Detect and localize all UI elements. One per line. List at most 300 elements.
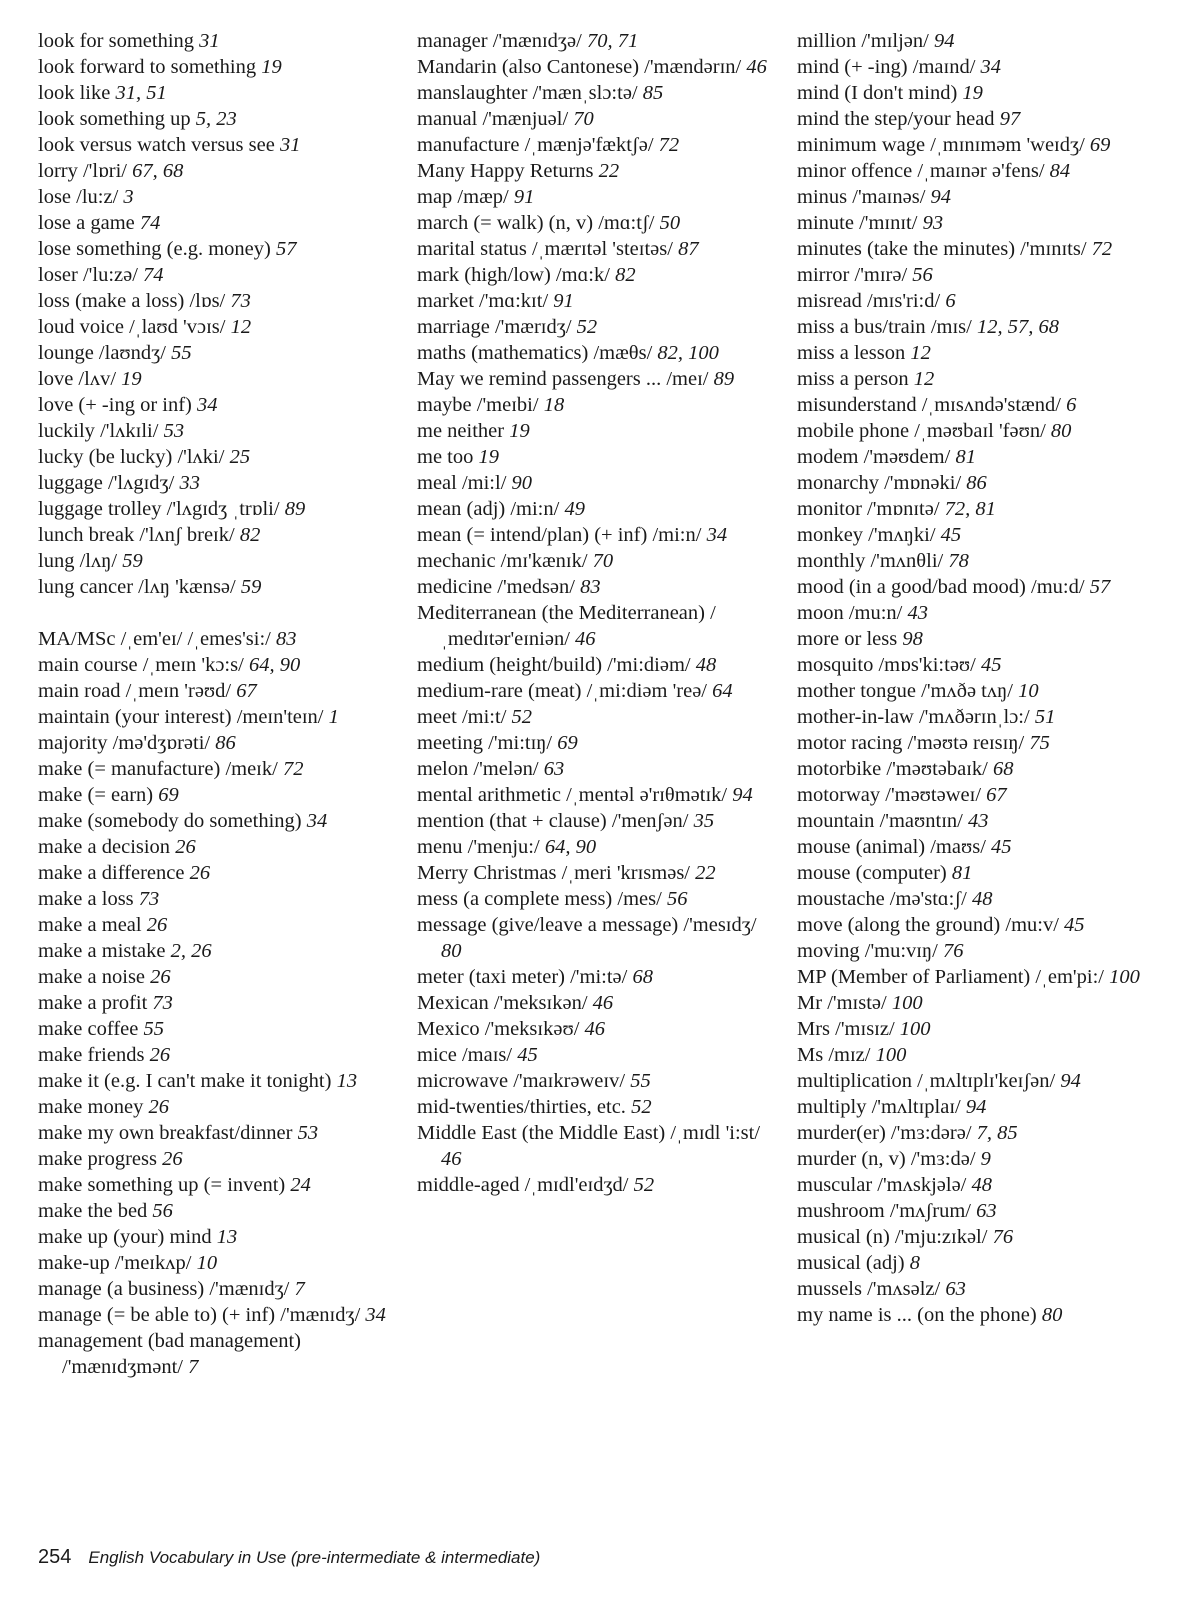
entry-page-refs: 83 bbox=[276, 628, 297, 650]
entry-page-refs: 9 bbox=[980, 1148, 991, 1170]
entry-pronunciation: /mi:t/ bbox=[461, 706, 507, 728]
index-entry bbox=[417, 678, 782, 704]
entry-term: mind (+ -ing) bbox=[797, 56, 908, 78]
index-entry bbox=[797, 496, 1192, 522]
index-entry bbox=[38, 912, 408, 938]
entry-pronunciation: /ˌmeri 'krɪsməs/ bbox=[561, 862, 691, 884]
entry-page-refs: 94 bbox=[930, 186, 952, 208]
index-entry bbox=[38, 132, 408, 158]
entry-term: mood (in a good/bad mood) bbox=[797, 576, 1026, 598]
entry-term: make a mistake bbox=[38, 940, 166, 962]
index-entry bbox=[797, 262, 1192, 288]
entry-page-refs: 72 bbox=[282, 758, 304, 780]
entry-term: look forward to something bbox=[38, 56, 257, 78]
entry-page-refs: 48 bbox=[971, 1174, 993, 1196]
index-entry bbox=[417, 834, 782, 860]
entry-term: minutes (take the minutes) bbox=[797, 238, 1016, 260]
entry-term: mirror bbox=[797, 264, 850, 286]
entry-pronunciation: /ˌmɪdl'eɪdʒd/ bbox=[524, 1174, 629, 1196]
entry-page-refs: 34 bbox=[306, 810, 328, 832]
index-entry bbox=[797, 1068, 1192, 1094]
entry-pronunciation: /mi:n/ bbox=[652, 524, 702, 546]
entry-term: make money bbox=[38, 1096, 144, 1118]
entry-pronunciation: /'lu:zə/ bbox=[82, 264, 138, 286]
entry-page-refs: 45 bbox=[940, 524, 962, 546]
entry-page-refs: 67, 68 bbox=[132, 160, 184, 182]
entry-page-refs: 73 bbox=[152, 992, 173, 1014]
entry-term: Mr bbox=[797, 992, 823, 1014]
index-entry bbox=[417, 418, 782, 444]
entry-page-refs: 45 bbox=[991, 836, 1012, 858]
entry-pronunciation: /'mʌsəlz/ bbox=[867, 1278, 941, 1300]
entry-page-refs: 33 bbox=[179, 472, 200, 494]
entry-pronunciation: /'meksɪkən/ bbox=[493, 992, 588, 1014]
entry-page-refs: 67 bbox=[986, 784, 1007, 806]
entry-page-refs: 7, 85 bbox=[976, 1122, 1018, 1144]
index-entry bbox=[417, 80, 782, 106]
index-entry bbox=[417, 1094, 782, 1120]
entry-term: monitor bbox=[797, 498, 862, 520]
entry-pronunciation: /'mænɪdʒə/ bbox=[492, 30, 582, 52]
entry-page-refs: 55 bbox=[171, 342, 192, 364]
entry-pronunciation: /mɪz/ bbox=[828, 1044, 871, 1066]
index-entry bbox=[417, 548, 782, 574]
entry-term: moustache bbox=[797, 888, 885, 910]
entry-term: make up (your) mind bbox=[38, 1226, 212, 1248]
index-entry bbox=[38, 184, 408, 210]
entry-page-refs: 31 bbox=[279, 134, 301, 156]
entry-pronunciation: /ˌmedɪtər'eɪniən/ bbox=[441, 602, 716, 650]
entry-term: look like bbox=[38, 82, 111, 104]
entry-page-refs: 87 bbox=[678, 238, 699, 260]
entry-page-refs: 72 bbox=[658, 134, 680, 156]
index-entry bbox=[417, 340, 782, 366]
entry-page-refs: 12 bbox=[913, 368, 935, 390]
entry-page-refs: 69 bbox=[557, 732, 578, 754]
entry-page-refs: 81 bbox=[955, 446, 976, 468]
entry-page-refs: 75 bbox=[1029, 732, 1050, 754]
entry-term: lose a game bbox=[38, 212, 135, 234]
index-entry bbox=[417, 184, 782, 210]
entry-term: miss a lesson bbox=[797, 342, 906, 364]
index-entry bbox=[38, 496, 408, 522]
entry-page-refs: 19 bbox=[478, 446, 499, 468]
entry-page-refs: 81 bbox=[951, 862, 973, 884]
entry-pronunciation: /maɪnd/ bbox=[912, 56, 976, 78]
entry-term: monarchy bbox=[797, 472, 879, 494]
index-entry bbox=[417, 288, 782, 314]
entry-page-refs: 89 bbox=[284, 498, 306, 520]
entry-term: murder (n, v) bbox=[797, 1148, 906, 1170]
entry-term: mean (adj) bbox=[417, 498, 506, 520]
entry-page-refs: 19 bbox=[962, 82, 983, 104]
entry-pronunciation: /ˌmaɪnər ə'fens/ bbox=[917, 160, 1045, 182]
entry-page-refs: 53 bbox=[163, 420, 185, 442]
entry-pronunciation: /'mɑ:kɪt/ bbox=[479, 290, 549, 312]
index-entry bbox=[797, 1276, 1192, 1302]
entry-pronunciation: /'mʌðə tʌŋ/ bbox=[921, 680, 1013, 702]
page-footer bbox=[38, 1546, 540, 1569]
index-entry bbox=[797, 548, 1192, 574]
entry-pronunciation: /'mi:diəm/ bbox=[607, 654, 691, 676]
entry-term: more or less bbox=[797, 628, 898, 650]
index-entry bbox=[797, 938, 1192, 964]
entry-term: manage (= be able to) (+ inf) bbox=[38, 1304, 276, 1326]
index-entry bbox=[38, 808, 408, 834]
index-entry bbox=[38, 652, 408, 678]
entry-page-refs: 100 bbox=[875, 1044, 907, 1066]
entry-term: motor racing bbox=[797, 732, 903, 754]
index-entry bbox=[797, 132, 1192, 158]
entry-page-refs: 89 bbox=[713, 368, 735, 390]
entry-page-refs: 34 bbox=[365, 1304, 386, 1326]
entry-page-refs: 68 bbox=[632, 966, 653, 988]
entry-term: melon bbox=[417, 758, 469, 780]
entry-term: middle-aged bbox=[417, 1174, 520, 1196]
index-entry bbox=[417, 964, 782, 990]
index-entry bbox=[797, 574, 1192, 600]
entry-page-refs: 69 bbox=[158, 784, 179, 806]
entry-term: lung bbox=[38, 550, 75, 572]
entry-pronunciation: /mɪ'kænɪk/ bbox=[500, 550, 588, 572]
entry-term: loud voice bbox=[38, 316, 124, 338]
entry-term: make a difference bbox=[38, 862, 185, 884]
entry-page-refs: 83 bbox=[580, 576, 601, 598]
entry-page-refs: 13 bbox=[216, 1226, 238, 1248]
entry-pronunciation: /'mju:zɪkəl/ bbox=[894, 1226, 988, 1248]
entry-page-refs: 53 bbox=[297, 1122, 319, 1144]
entry-term: modem bbox=[797, 446, 859, 468]
entry-pronunciation: /'menju:/ bbox=[467, 836, 540, 858]
entry-term: minimum wage bbox=[797, 134, 926, 156]
entry-pronunciation: /mi:n/ bbox=[510, 498, 560, 520]
entry-term: manage (a business) bbox=[38, 1278, 205, 1300]
entry-term: make (= earn) bbox=[38, 784, 154, 806]
entry-pronunciation: /laʊndʒ/ bbox=[98, 342, 166, 364]
entry-pronunciation: /meɪk/ bbox=[225, 758, 278, 780]
index-entry bbox=[417, 158, 782, 184]
entry-term: main course bbox=[38, 654, 138, 676]
entry-term: microwave bbox=[417, 1070, 509, 1092]
entry-pronunciation: /'mi:tə/ bbox=[570, 966, 628, 988]
index-entry bbox=[417, 730, 782, 756]
entry-page-refs: 57 bbox=[275, 238, 297, 260]
entry-page-refs: 1 bbox=[328, 706, 339, 728]
entry-term: me too bbox=[417, 446, 474, 468]
entry-pronunciation: /mæp/ bbox=[457, 186, 509, 208]
entry-pronunciation: /'mænjuəl/ bbox=[482, 108, 569, 130]
entry-page-refs: 94 bbox=[1060, 1070, 1081, 1092]
entry-pronunciation: /'məʊdem/ bbox=[863, 446, 951, 468]
entry-pronunciation: /'mɜ:də/ bbox=[910, 1148, 976, 1170]
entry-term: multiply bbox=[797, 1096, 867, 1118]
entry-page-refs: 64, 90 bbox=[248, 654, 301, 676]
entry-term: lose bbox=[38, 186, 72, 208]
entry-term: musical (adj) bbox=[797, 1252, 905, 1274]
index-entry bbox=[797, 106, 1192, 132]
index-entry bbox=[417, 392, 782, 418]
index-entry bbox=[417, 366, 782, 392]
entry-pronunciation: /'maɪnəs/ bbox=[852, 186, 926, 208]
entry-page-refs: 64 bbox=[712, 680, 733, 702]
entry-pronunciation: /'mɪnɪts/ bbox=[1020, 238, 1087, 260]
entry-pronunciation: /ˌmænjə'fæktʃə/ bbox=[524, 134, 654, 156]
index-entry bbox=[797, 964, 1192, 990]
index-entry bbox=[38, 262, 408, 288]
entry-pronunciation: /'lʌgɪdʒ ˌtrɒli/ bbox=[166, 498, 280, 520]
entry-page-refs: 57 bbox=[1089, 576, 1111, 598]
entry-page-refs: 52 bbox=[511, 706, 533, 728]
index-entry bbox=[38, 860, 408, 886]
entry-term: miss a person bbox=[797, 368, 909, 390]
entry-page-refs: 43 bbox=[967, 810, 989, 832]
index-entry bbox=[38, 470, 408, 496]
entry-pronunciation: /'mu:vɪŋ/ bbox=[864, 940, 938, 962]
entry-pronunciation: /'lɒri/ bbox=[82, 160, 128, 182]
entry-page-refs: 34 bbox=[980, 56, 1002, 78]
index-entry bbox=[797, 80, 1192, 106]
index-entry bbox=[38, 834, 408, 860]
index-entry bbox=[417, 1068, 782, 1094]
entry-term: me neither bbox=[417, 420, 505, 442]
entry-page-refs: 74 bbox=[143, 264, 164, 286]
entry-pronunciation: /'mænɪdʒmənt/ bbox=[62, 1356, 183, 1378]
entry-page-refs: 48 bbox=[695, 654, 717, 676]
entry-term: lounge bbox=[38, 342, 94, 364]
index-entry bbox=[797, 366, 1192, 392]
index-entry bbox=[38, 392, 408, 418]
index-entry bbox=[38, 1302, 408, 1328]
entry-term: mussels bbox=[797, 1278, 862, 1300]
index-entry bbox=[797, 1198, 1192, 1224]
entry-page-refs: 31 bbox=[199, 30, 220, 52]
entry-term: message (give/leave a message) bbox=[417, 914, 679, 936]
index-entry bbox=[38, 1198, 408, 1224]
entry-term: loser bbox=[38, 264, 78, 286]
entry-pronunciation: /'məʊtəweɪ/ bbox=[885, 784, 982, 806]
entry-page-refs: 25 bbox=[229, 446, 251, 468]
index-entry bbox=[38, 964, 408, 990]
index-entry bbox=[797, 782, 1192, 808]
entry-page-refs: 64, 90 bbox=[544, 836, 597, 858]
entry-term: moon bbox=[797, 602, 844, 624]
entry-pronunciation: /'mʌŋki/ bbox=[868, 524, 936, 546]
entry-page-refs: 31, 51 bbox=[115, 82, 167, 104]
entry-page-refs: 91 bbox=[513, 186, 535, 208]
index-column-3 bbox=[797, 28, 1192, 1328]
entry-term: mention (that + clause) bbox=[417, 810, 607, 832]
index-entry bbox=[38, 314, 408, 340]
entry-page-refs: 26 bbox=[149, 1044, 171, 1066]
entry-pronunciation: /mɑ:tʃ/ bbox=[598, 212, 655, 234]
entry-page-refs: 56 bbox=[666, 888, 688, 910]
entry-page-refs: 70 bbox=[573, 108, 594, 130]
entry-page-refs: 22 bbox=[598, 160, 620, 182]
entry-term: monkey bbox=[797, 524, 864, 546]
entry-page-refs: 80 bbox=[1041, 1304, 1063, 1326]
index-entry bbox=[417, 28, 782, 54]
entry-pronunciation: /'mɒnəki/ bbox=[884, 472, 962, 494]
entry-page-refs: 6 bbox=[1066, 394, 1077, 416]
entry-page-refs: 94 bbox=[933, 30, 955, 52]
index-entry bbox=[417, 886, 782, 912]
entry-page-refs: 73 bbox=[138, 888, 160, 910]
index-entry bbox=[417, 522, 782, 548]
entry-page-refs: 45 bbox=[517, 1044, 538, 1066]
entry-term: map bbox=[417, 186, 453, 208]
entry-pronunciation: /mɪs'ri:d/ bbox=[867, 290, 941, 312]
entry-pronunciation: /ˌmi:diəm 'reə/ bbox=[586, 680, 707, 702]
entry-page-refs: 43 bbox=[907, 602, 928, 624]
entry-page-refs: 12, 57, 68 bbox=[976, 316, 1059, 338]
entry-term: move (along the ground) bbox=[797, 914, 1001, 936]
entry-pronunciation: /'mʌʃrum/ bbox=[889, 1200, 971, 1222]
entry-page-refs: 12 bbox=[230, 316, 252, 338]
entry-page-refs: 52 bbox=[631, 1096, 652, 1118]
index-entry bbox=[797, 340, 1192, 366]
index-entry bbox=[417, 470, 782, 496]
index-entry bbox=[38, 158, 408, 184]
entry-pronunciation: /'mænˌslɔ:tə/ bbox=[532, 82, 638, 104]
entry-term: mobile phone bbox=[797, 420, 910, 442]
entry-page-refs: 97 bbox=[999, 108, 1021, 130]
entry-term: mice bbox=[417, 1044, 457, 1066]
index-entry bbox=[797, 600, 1192, 626]
index-entry bbox=[797, 912, 1192, 938]
entry-page-refs: 45 bbox=[1064, 914, 1085, 936]
entry-pronunciation: /ˌmentəl ə'rɪθmətɪk/ bbox=[566, 784, 728, 806]
index-entry bbox=[38, 1250, 408, 1276]
entry-term: mechanic bbox=[417, 550, 496, 572]
index-entry bbox=[38, 938, 408, 964]
entry-page-refs: 67 bbox=[236, 680, 257, 702]
entry-pronunciation: /ˌmærɪtəl 'steɪtəs/ bbox=[532, 238, 673, 260]
entry-page-refs: 19 bbox=[121, 368, 142, 390]
entry-term: make my own breakfast/dinner bbox=[38, 1122, 293, 1144]
index-entry bbox=[797, 184, 1192, 210]
entry-pronunciation: /'mænɪdʒ/ bbox=[280, 1304, 361, 1326]
entry-term: Many Happy Returns bbox=[417, 160, 594, 182]
entry-term: MA/MSc bbox=[38, 628, 116, 650]
entry-term: lunch break bbox=[38, 524, 135, 546]
entry-pronunciation: /ˌmɪsʌndə'stænd/ bbox=[921, 394, 1061, 416]
index-entry bbox=[38, 1120, 408, 1146]
entry-page-refs: 7 bbox=[294, 1278, 305, 1300]
entry-pronunciation: /'mʌltɪplaɪ/ bbox=[871, 1096, 961, 1118]
entry-page-refs: 3 bbox=[123, 186, 134, 208]
entry-pronunciation: /'mʌskjələ/ bbox=[877, 1174, 967, 1196]
entry-pronunciation: /mɒs'ki:təʊ/ bbox=[878, 654, 976, 676]
entry-page-refs: 26 bbox=[148, 1096, 169, 1118]
index-entry bbox=[797, 210, 1192, 236]
entry-term: minus bbox=[797, 186, 848, 208]
index-entry bbox=[417, 236, 782, 262]
entry-page-refs: 52 bbox=[576, 316, 598, 338]
entry-term: market bbox=[417, 290, 474, 312]
entry-term: marital status bbox=[417, 238, 527, 260]
entry-pronunciation: /'mærɪdʒ/ bbox=[494, 316, 572, 338]
entry-pronunciation: /lʌŋ 'kænsə/ bbox=[138, 576, 236, 598]
index-entry bbox=[797, 860, 1192, 886]
entry-page-refs: 46 bbox=[746, 56, 767, 78]
index-entry bbox=[417, 106, 782, 132]
entry-pronunciation: /mi:l/ bbox=[461, 472, 507, 494]
entry-term: misread bbox=[797, 290, 862, 312]
entry-pronunciation: /ˌem'pi:/ bbox=[1035, 966, 1104, 988]
entry-term: motorway bbox=[797, 784, 881, 806]
entry-pronunciation: /'mɪstə/ bbox=[827, 992, 887, 1014]
index-entry bbox=[38, 704, 408, 730]
entry-pronunciation: /'mʌnθli/ bbox=[870, 550, 944, 572]
index-entry bbox=[38, 1094, 408, 1120]
entry-term: make friends bbox=[38, 1044, 145, 1066]
index-entry bbox=[38, 80, 408, 106]
entry-term: lucky (be lucky) bbox=[38, 446, 173, 468]
index-entry bbox=[417, 808, 782, 834]
entry-pronunciation: /mu:n/ bbox=[848, 602, 903, 624]
entry-term: mind (I don't mind) bbox=[797, 82, 958, 104]
entry-page-refs: 68 bbox=[993, 758, 1014, 780]
entry-pronunciation: /'mɪljən/ bbox=[861, 30, 929, 52]
index-entry bbox=[797, 1146, 1192, 1172]
index-entry bbox=[38, 626, 408, 652]
index-entry bbox=[797, 314, 1192, 340]
entry-term: look versus watch versus see bbox=[38, 134, 275, 156]
entry-term: make (somebody do something) bbox=[38, 810, 302, 832]
entry-page-refs: 13 bbox=[336, 1070, 358, 1092]
entry-pronunciation: /'melən/ bbox=[473, 758, 539, 780]
entry-page-refs: 85 bbox=[642, 82, 664, 104]
entry-page-refs: 63 bbox=[543, 758, 565, 780]
index-entry bbox=[38, 730, 408, 756]
entry-pronunciation: /'lʌnʃ breɪk/ bbox=[139, 524, 235, 546]
entry-term: my name is ... (on the phone) bbox=[797, 1304, 1037, 1326]
entry-term: make a loss bbox=[38, 888, 134, 910]
index-entry bbox=[797, 1016, 1192, 1042]
entry-term: mid-twenties/thirties, etc. bbox=[417, 1096, 626, 1118]
entry-pronunciation: /mə'stɑ:ʃ/ bbox=[889, 888, 967, 910]
entry-page-refs: 73 bbox=[230, 290, 251, 312]
entry-page-refs: 100 bbox=[891, 992, 923, 1014]
entry-page-refs: 82 bbox=[615, 264, 636, 286]
index-entry bbox=[38, 418, 408, 444]
entry-term: medium-rare (meat) bbox=[417, 680, 582, 702]
entry-pronunciation: /lʌv/ bbox=[78, 368, 117, 390]
entry-pronunciation: /'menʃən/ bbox=[611, 810, 689, 832]
entry-pronunciation: /meɪ/ bbox=[666, 368, 709, 390]
entry-pronunciation: /ˌmeɪn 'kɔ:s/ bbox=[142, 654, 244, 676]
entry-pronunciation: /lɒs/ bbox=[189, 290, 226, 312]
entry-page-refs: 90 bbox=[511, 472, 533, 494]
entry-term: lung cancer bbox=[38, 576, 134, 598]
entry-page-refs: 59 bbox=[122, 550, 143, 572]
index-entry bbox=[797, 1094, 1192, 1120]
entry-term: look for something bbox=[38, 30, 195, 52]
entry-page-refs: 46 bbox=[441, 1148, 462, 1170]
index-entry bbox=[797, 990, 1192, 1016]
entry-term: make a decision bbox=[38, 836, 171, 858]
index-entry bbox=[797, 288, 1192, 314]
entry-page-refs: 46 bbox=[592, 992, 614, 1014]
entry-term: mosquito bbox=[797, 654, 874, 676]
entry-term: mental arithmetic bbox=[417, 784, 562, 806]
entry-page-refs: 34 bbox=[706, 524, 728, 546]
index-entry bbox=[38, 1146, 408, 1172]
index-entry bbox=[38, 886, 408, 912]
entry-page-refs: 82, 100 bbox=[657, 342, 719, 364]
index-entry bbox=[417, 756, 782, 782]
index-column-1 bbox=[38, 28, 408, 1380]
